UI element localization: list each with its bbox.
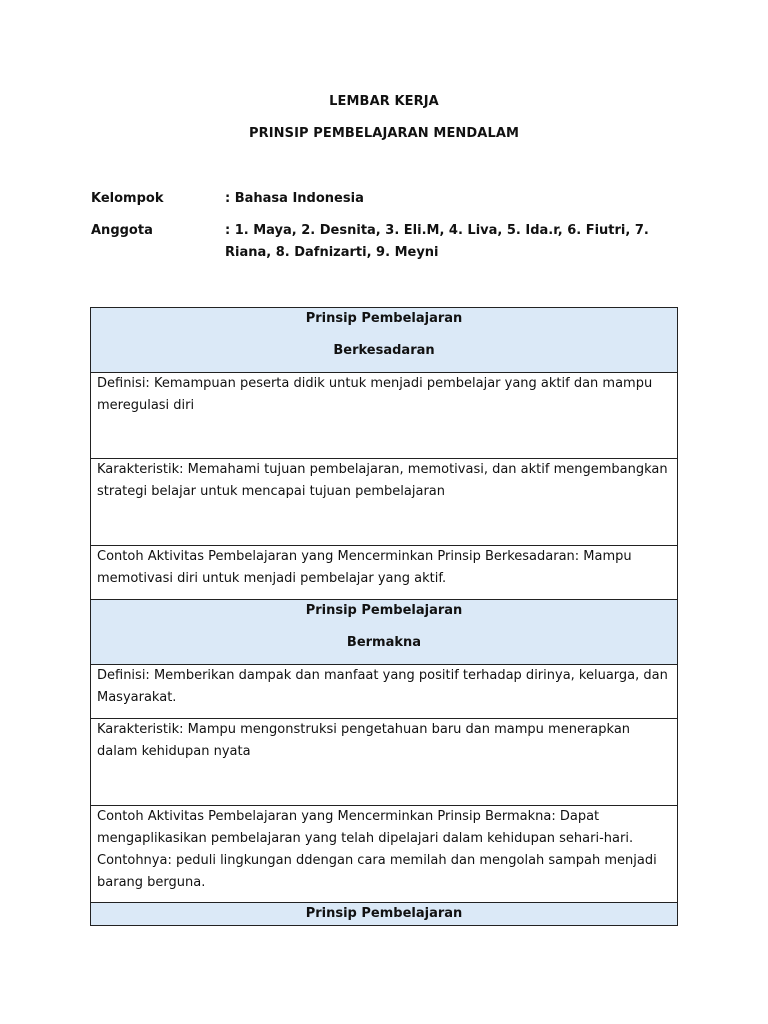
karakteristik-row — [91, 719, 678, 806]
document-title: LEMBAR KERJA — [329, 94, 439, 109]
section-heading-line2: Bermakna — [346, 635, 422, 650]
karakteristik-cell: Karakteristik: Mampu mengonstruksi pengetahuan baru dan mampu menerapkan dalam kehidupan nyata — [91, 719, 678, 806]
definisi-row — [91, 665, 678, 719]
anggota-label: Anggota — [91, 223, 153, 238]
anggota-value: : 1. Maya, 2. Desnita, 3. Eli.M, 4. Liva, 5. Ida.r, 6. Fiutri, 7. Riana, 8. Dafnizarti, 9. Meyni — [225, 223, 649, 260]
karakteristik-cell: Karakteristik: Memahami tujuan pembelajaran, memotivasi, dan aktif mengembangkan strategi belajar untuk mencapai tujuan pembelajaran — [91, 459, 678, 546]
contoh-cell: Contoh Aktivitas Pembelajaran yang Mencerminkan Prinsip Berkesadaran: Mampu memotivasi diri untuk menjadi pembelajar yang aktif. — [91, 546, 678, 600]
contoh-row — [91, 806, 678, 903]
section-heading-row — [91, 308, 678, 373]
document-subtitle: PRINSIP PEMBELAJARAN MENDALAM — [248, 126, 520, 141]
kelompok-label: Kelompok — [91, 191, 164, 206]
definisi-cell: Definisi: Memberikan dampak dan manfaat yang positif terhadap dirinya, keluarga, dan Masyarakat. — [91, 665, 678, 719]
karakteristik-row — [91, 459, 678, 546]
section-heading — [91, 308, 678, 373]
worksheet-table — [90, 307, 678, 926]
section-heading-line1: Prinsip Pembelajaran — [305, 603, 463, 618]
section-heading-row — [91, 903, 678, 926]
kelompok-value: : Bahasa Indonesia — [225, 191, 364, 206]
definisi-cell: Definisi: Kemampuan peserta didik untuk menjadi pembelajar yang aktif dan mampu meregulasi diri — [91, 373, 678, 459]
definisi-row — [91, 373, 678, 459]
contoh-cell: Contoh Aktivitas Pembelajaran yang Mencerminkan Prinsip Bermakna: Dapat mengaplikasikan pembelajaran yang telah dipelajari dalam kehidupan sehari-hari. Contohnya: peduli lingkungan ddengan cara memilah dan mengolah sampah menjadi barang berguna. — [91, 806, 678, 903]
section-heading-line2: Berkesadaran — [333, 343, 435, 358]
section-heading — [91, 600, 678, 665]
section-heading: Prinsip Pembelajaran — [91, 903, 678, 926]
section-heading-line1: Prinsip Pembelajaran — [305, 311, 463, 326]
section-heading-row — [91, 600, 678, 665]
contoh-row — [91, 546, 678, 600]
